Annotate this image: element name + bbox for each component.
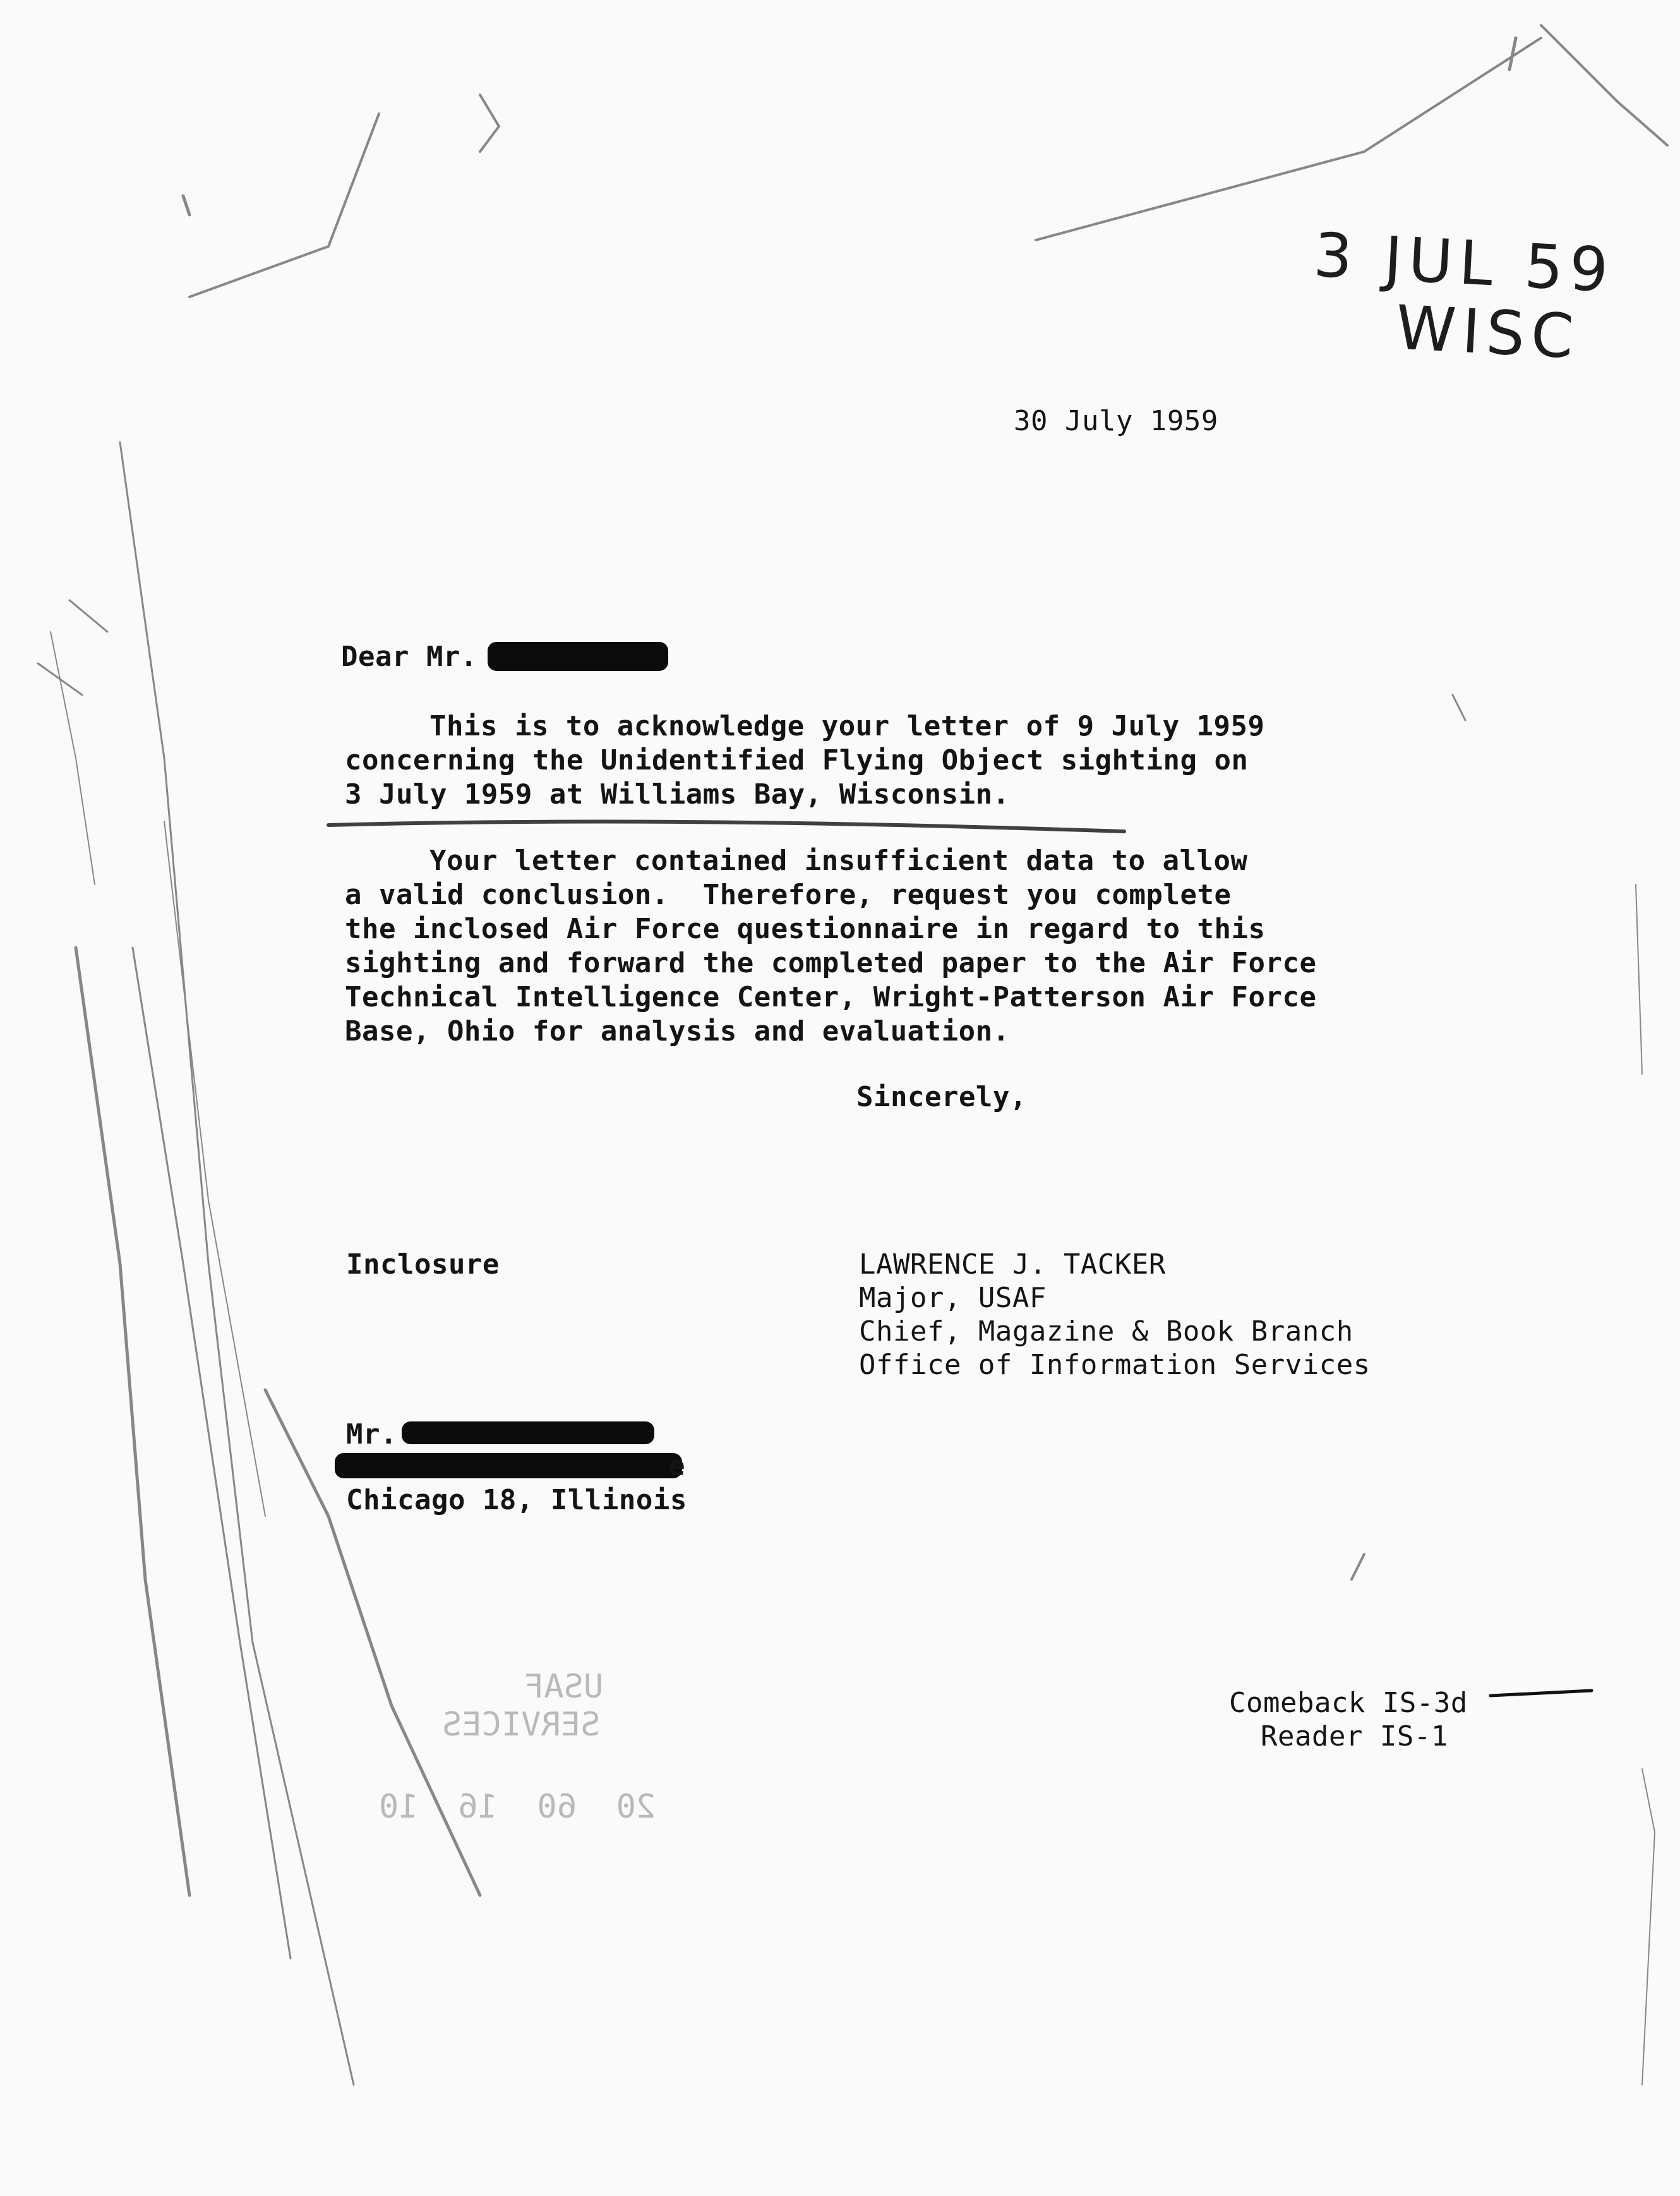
redaction-bar [335,1453,682,1478]
redaction-bar [402,1421,654,1444]
salutation: Dear Mr. [341,641,477,673]
paragraph-line: Technical Intelligence Center, Wright-Patterson Air Force [345,981,1317,1013]
redaction-bar [488,642,668,671]
paragraph-line: sighting and forward the completed paper to the Air Force [345,947,1317,979]
paragraph-line: Your letter contained insufficient data to allow [429,845,1248,877]
closing: Sincerely, [856,1081,1027,1113]
paragraph-line: This is to acknowledge your letter of 9 July 1959 [429,710,1265,742]
recipient-line-1: Mr. [346,1418,397,1451]
paragraph-line: 3 July 1959 at Williams Bay, Wisconsin. [345,778,1010,811]
paragraph-line: concerning the Unidentified Flying Object sighting on [345,744,1249,776]
paragraph-line: a valid conclusion. Therefore, request you complete [345,879,1232,911]
ghost-stamp-line-1: USAF [524,1668,604,1706]
signature-line: Office of Information Services [859,1349,1371,1381]
recipient-line-2: e [668,1450,685,1482]
routing-line: Reader IS-1 [1261,1720,1448,1753]
signature-line: Chief, Magazine & Book Branch [859,1315,1353,1348]
signature-line: LAWRENCE J. TACKER [859,1248,1166,1281]
ghost-stamp-line-2: SERVICES [442,1706,601,1744]
enclosure-label: Inclosure [346,1248,500,1281]
paragraph-line: the inclosed Air Force questionnaire in regard to this [345,913,1266,945]
ghost-stamp-line-3: 20 60 16 10 [379,1788,656,1826]
handwritten-state-note: WISC [1394,292,1581,373]
recipient-line-3: Chicago 18, Illinois [346,1484,687,1516]
routing-line: Comeback IS-3d [1229,1687,1468,1719]
signature-line: Major, USAF [859,1282,1047,1314]
paragraph-line: Base, Ohio for analysis and evaluation. [345,1015,1010,1047]
letter-date: 30 July 1959 [1014,405,1218,437]
handwritten-date-note: 3 JUL 59 [1312,219,1616,306]
